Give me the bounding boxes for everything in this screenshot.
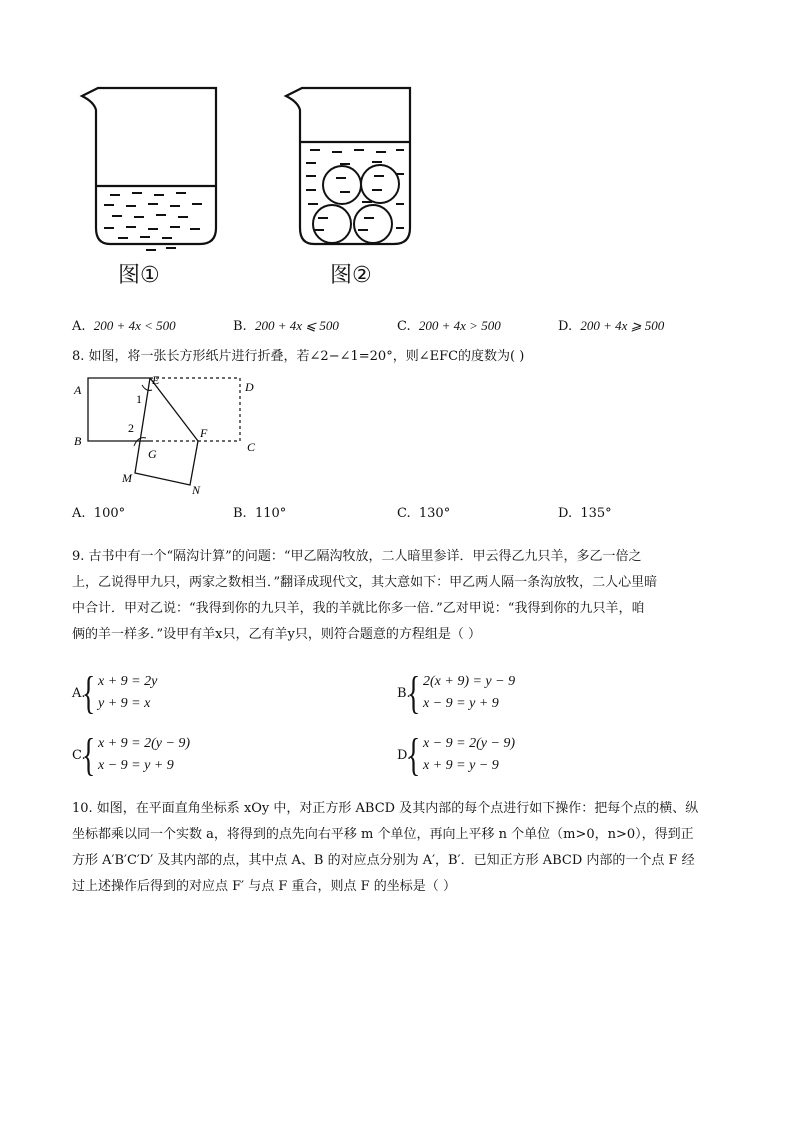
beaker-1 xyxy=(82,88,216,244)
option-text: 200 + 4x > 500 xyxy=(418,318,501,333)
label-m: M xyxy=(122,471,132,485)
angle-1-label: 1 xyxy=(136,392,142,406)
q8-option-a xyxy=(72,506,125,521)
option-letter: D. xyxy=(558,319,573,334)
q10-line-3: 方形 A′B′C′D′ 及其内部的点，其中点 A、B 的对应点分别为 A′，B′．已知正方形 ABCD 内部的一个点 F 经 xyxy=(72,853,695,868)
equation-1: x − 9 = 2(y − 9) xyxy=(423,736,516,751)
equation-2: x − 9 = y + 9 xyxy=(423,696,499,711)
brace-icon: { xyxy=(82,729,96,780)
q7-option-c xyxy=(397,318,501,334)
option-letter: A. xyxy=(72,686,86,701)
equation-2: x − 9 = y + 9 xyxy=(98,758,174,773)
label-n: N xyxy=(192,483,201,497)
q9-line-3: 中合计．甲对乙说：“我得到你的九只羊，我的羊就比你多一倍．”乙对甲说：“我得到你的九只羊，咱 xyxy=(72,601,645,616)
q9-line-4: 俩的羊一样多．”设甲有羊x只，乙有羊y只，则符合题意的方程组是（ ） xyxy=(72,627,481,642)
option-text: 100° xyxy=(93,506,126,521)
q10-line-1: 10. 如图，在平面直角坐标系 xOy 中，对正方形 ABCD 及其内部的每个点进行如下操作：把每个点的横、纵 xyxy=(72,801,699,816)
q9-line-1: 9. 古书中有一个“隔沟计算”的问题：“甲乙隔沟牧放，二人暗里参详．甲云得乙九只羊，多乙一倍之 xyxy=(72,549,642,564)
beaker-2-balls xyxy=(313,165,399,243)
beaker-1-water-marks xyxy=(104,193,202,250)
label-c: C xyxy=(247,440,256,454)
brace-icon: { xyxy=(407,729,421,780)
option-letter: B. xyxy=(233,319,247,334)
option-letter: C. xyxy=(72,748,86,763)
equation-2: y + 9 = x xyxy=(98,696,151,711)
q9-line-2: 上，乙说得甲九只，两家之数相当．”翻译成现代文，其大意如下：甲乙两人隔一条沟放牧，二人心里暗 xyxy=(72,575,658,590)
equation-2: x + 9 = y − 9 xyxy=(423,758,499,773)
option-letter: C. xyxy=(397,506,411,521)
option-text: 135° xyxy=(580,506,612,521)
label-g: G xyxy=(148,447,157,461)
option-text: 130° xyxy=(418,506,451,521)
brace-icon: { xyxy=(407,667,421,718)
fig2-label: 图② xyxy=(330,263,372,288)
q10-line-2: 坐标都乘以同一个实数 a，将得到的点先向右平移 m 个单位，再向上平移 n 个单位（m>0，n>0），得到正 xyxy=(72,827,694,842)
q8-fold-figure xyxy=(70,372,270,498)
label-d: D xyxy=(245,380,254,394)
q8-option-b xyxy=(233,506,286,521)
fig1-label: 图① xyxy=(118,263,160,288)
option-letter: B. xyxy=(233,506,247,521)
q8-stem: 8. 如图，将一张长方形纸片进行折叠，若∠2−∠1=20°，则∠EFC的度数为( ) xyxy=(72,349,525,364)
option-text: 200 + 4x ⩾ 500 xyxy=(580,318,665,333)
q8-option-c xyxy=(397,506,450,521)
option-text: 110° xyxy=(254,506,287,521)
label-f: F xyxy=(200,426,208,440)
q7-option-b xyxy=(233,318,339,334)
equation-1: x + 9 = 2y xyxy=(98,674,158,689)
q10-line-4: 过上述操作后得到的对应点 F′ 与点 F 重合，则点 F 的坐标是（ ） xyxy=(72,879,456,894)
option-text: 200 + 4x ⩽ 500 xyxy=(254,318,339,333)
option-letter: C. xyxy=(397,319,411,334)
equation-1: 2(x + 9) = y − 9 xyxy=(423,674,516,689)
angle-2-label: 2 xyxy=(128,421,134,435)
option-letter: A. xyxy=(72,319,86,334)
q7-option-a xyxy=(72,318,176,334)
label-e: E xyxy=(152,373,160,387)
equation-1: x + 9 = 2(y − 9) xyxy=(98,736,191,751)
q7-option-d xyxy=(558,318,664,334)
q8-option-d xyxy=(558,506,612,521)
option-text: 200 + 4x < 500 xyxy=(93,318,176,333)
brace-icon: { xyxy=(82,667,96,718)
option-letter: B. xyxy=(397,686,411,701)
label-a: A xyxy=(74,383,82,397)
option-letter: D. xyxy=(397,748,412,763)
option-letter: A. xyxy=(72,506,86,521)
label-b: B xyxy=(74,434,82,448)
option-letter: D. xyxy=(558,506,573,521)
